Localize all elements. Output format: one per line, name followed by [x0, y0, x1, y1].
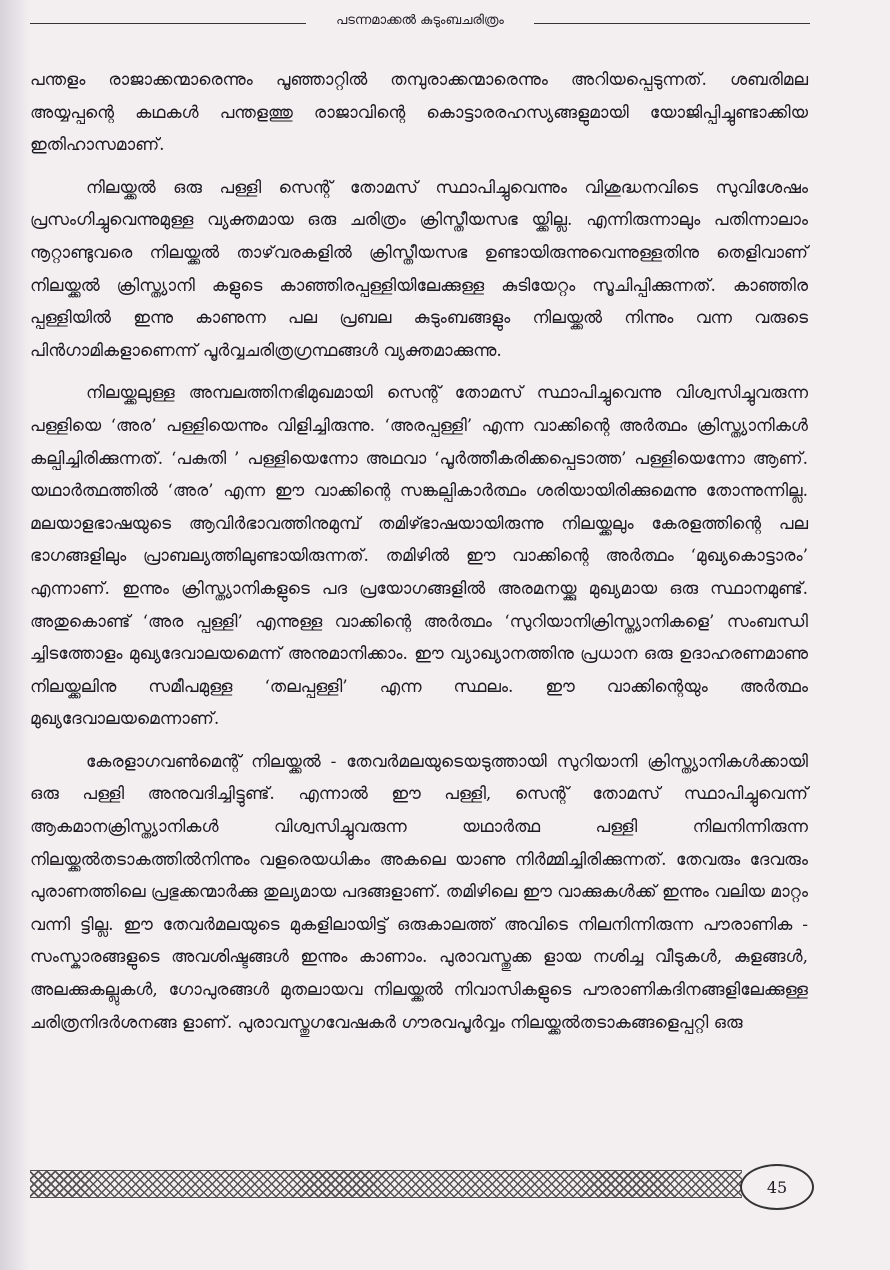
paragraph-4: കേരളാഗവൺമെന്റ് നിലയ്ക്കൽ - തേവർമലയുടെയടുത്തായി സുറിയാനി ക്രിസ്ത്യാനികൾക്കായി ഒരു പള്ളി അനുവദിച്ചിട്ടുണ്ട്. എന്നാൽ ഈ പള്ളി, സെന്റ് തോമസ് സ്ഥാപിച്ചുവെന്ന് ആകമാനക്രിസ്ത്യാനികൾ വിശ്വസിച്ചുവരുന്ന യഥാർത്ഥ പള്ളി നിലനിന്നിരുന്ന നിലയ്ക്കൽതടാകത്തിൽനിന്നും വളരെയധികം അകലെ യാണു നിർമ്മിച്ചിരിക്കുന്നത്. തേവരും ദേവരും പുരാണത്തിലെ പ്രഭുക്കന്മാർക്കു തുല്യമായ പദങ്ങളാണ്. തമിഴിലെ ഈ വാക്കുകൾക്ക് ഇന്നും വലിയ മാറ്റം വന്നി ട്ടില്ല. ഈ തേവർമലയുടെ മുകളിലായിട്ട് ഒരുകാലത്ത് അവിടെ നിലനിന്നിരുന്ന പൗരാണിക - സംസ്കാരങ്ങളുടെ അവശിഷ്ടങ്ങൾ ഇന്നും കാണാം. പുരാവസ്തുക്ക ളായ നശിച്ച വീടുകൾ, കുളങ്ങൾ, അലക്കുകല്ലുകൾ, ഗോപുരങ്ങൾ മുതലായവ നിലയ്ക്കൽ നിവാസികളുടെ പൗരാണികദിനങ്ങളിലേക്കുള്ള ചരിത്രനിദർശനങ്ങ ളാണ്. പുരാവസ്തുഗവേഷകർ ഗൗരവപൂർവ്വം നിലയ്ക്കൽതടാകങ്ങളെപ്പറ്റി ഒരു [30, 751, 808, 1033]
paragraph-3: നിലയ്ക്കലുള്ള അമ്പലത്തിനഭിമുഖമായി സെന്റ് തോമസ് സ്ഥാപിച്ചുവെന്നു വിശ്വസിച്ചുവരുന്ന പള്ളിയെ ‘അര’ പള്ളിയെന്നും വിളിച്ചിരുന്നു. ‘അരപ്പള്ളി’ എന്ന വാക്കിന്റെ അർത്ഥം ക്രിസ്ത്യാനികൾ കല്പിച്ചിരിക്കുന്നത്. ‘പകുതി ’ പള്ളിയെന്നോ അഥവാ ‘പൂർത്തീകരിക്കപ്പെടാത്ത’ പള്ളിയെന്നോ ആണ്. യഥാർത്ഥത്തിൽ ‘അര’ എന്ന ഈ വാക്കിന്റെ സങ്കല്പികാർത്ഥം ശരിയായിരിക്കുമെന്നു തോന്നുന്നില്ല. മലയാളഭാഷയുടെ ആവിർഭാവത്തിനുമുമ്പ് തമിഴ്ഭാഷയായിരുന്നു നിലയ്ക്കലും കേരളത്തിന്റെ പല ഭാഗങ്ങളിലും പ്രാബല്യത്തിലുണ്ടായിരുന്നത്. തമിഴിൽ ഈ വാക്കിന്റെ അർത്ഥം ‘മുഖ്യകൊട്ടാരം’ എന്നാണ്. ഇന്നും ക്രിസ്ത്യാനികളുടെ പദ പ്രയോഗങ്ങളിൽ അരമനയ്ക്കു മുഖ്യമായ ഒരു സ്ഥാനമുണ്ട്. അതുകൊണ്ട് ‘അര പ്പള്ളി’ എന്നുള്ള വാക്കിന്റെ അർത്ഥം ‘സുറിയാനിക്രിസ്ത്യാനികളെ’ സംബന്ധി ച്ചിടത്തോളം മുഖ്യദേവാലയമെന്ന് അനുമാനിക്കാം. ഈ വ്യാഖ്യാനത്തിനു പ്രധാന ഒരു ഉദാഹരണമാണു നിലയ്ക്കലിനു സമീപമുള്ള ‘തലപ്പള്ളി’ എന്ന സ്ഥലം. ഈ വാക്കിന്റെയും അർത്ഥം മുഖ്യദേവാലയമെന്നാണ്. [30, 383, 808, 730]
page-edge-shadow [0, 0, 30, 1270]
running-title: പടന്നമാക്കൽ കുടുംബചരിത്രം [336, 13, 504, 28]
paragraph-2: നിലയ്ക്കൽ ഒരു പള്ളി സെന്റ് തോമസ് സ്ഥാപിച്ചുവെന്നും വിശുദ്ധനവിടെ സുവിശേഷം പ്രസംഗിച്ചുവെന്നുമുള്ള വ്യക്തമായ ഒരു ചരിത്രം ക്രിസ്തീയസഭ യ്ക്കില്ല. എന്നിരുന്നാലും പതിന്നാലാം നൂറ്റാണ്ടുവരെ നിലയ്ക്കൽ താഴ്‌വരകളിൽ ക്രിസ്തീയസഭ ഉണ്ടായിരുന്നുവെന്നുള്ളതിനു തെളിവാണ് നിലയ്ക്കൽ ക്രിസ്ത്യാനി കളുടെ കാഞ്ഞിരപ്പള്ളിയിലേക്കുള്ള കുടിയേറ്റം സൂചിപ്പിക്കുന്നത്. കാഞ്ഞിര പ്പള്ളിയിൽ ഇന്നു കാണുന്ന പല പ്രബല കുടുംബങ്ങളും നിലയ്ക്കൽ നിന്നും വന്ന വരുടെ പിൻഗാമികളാണെന്ന് പൂർവ്വചരിത്രഗ്രന്ഥങ്ങൾ വ്യക്തമാക്കുന്നു. [30, 177, 808, 361]
paragraph-1: പന്തളം രാജാക്കന്മാരെന്നും പൂഞ്ഞാറ്റിൽ തമ്പുരാക്കന്മാരെന്നും അറിയപ്പെടുന്നത്. ശബരിമല അയ്യപ്പന്റെ കഥകൾ പന്തളത്തു രാജാവിന്റെ കൊട്ടാരരഹസ്യങ്ങളുമായി യോജിപ്പിച്ചുണ്ടാക്കിയ ഇതിഹാസമാണ്. [30, 70, 808, 156]
decorative-footer-border [30, 1170, 742, 1198]
header-rule-left [30, 23, 306, 24]
running-header [30, 10, 810, 34]
header-rule-right [534, 23, 810, 24]
body-text [30, 64, 808, 1049]
page-number: 45 [740, 1164, 814, 1210]
